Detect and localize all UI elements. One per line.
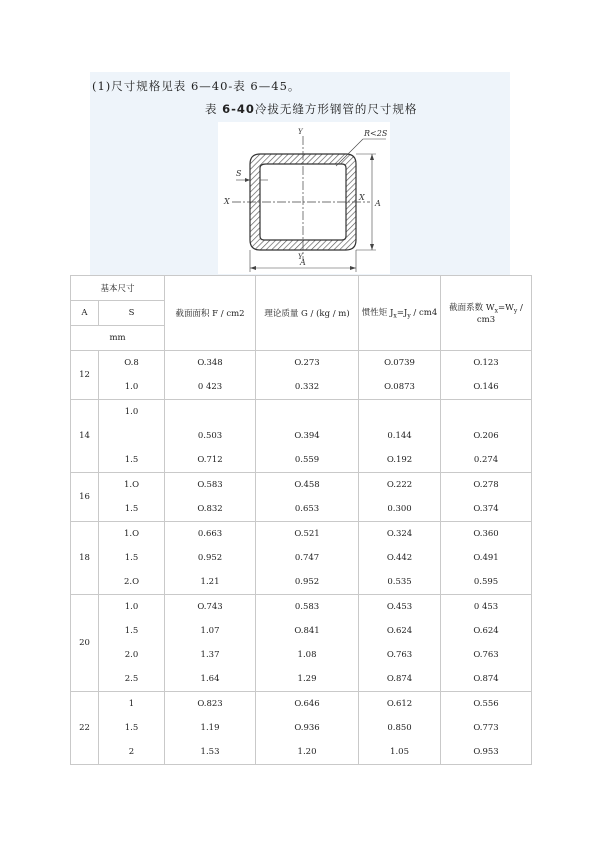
modulus-value: O.874 [473,674,499,684]
thickness-value: 1.5 [124,504,139,514]
intro-text: (1)尺寸规格见表 6—40-表 6—45。 [92,79,301,93]
inertia-value [359,400,440,424]
inertia-cell [359,595,441,692]
thickness-value: O.8 [124,358,139,368]
modulus-text: 截面系数 W [449,303,495,314]
thickness-cell [99,400,165,473]
mass-value: O.936 [294,723,320,733]
area-value [165,400,255,424]
modulus-value: O.123 [473,358,499,368]
size-a-cell: 18 [71,522,99,595]
inertia-cell [359,351,441,400]
modulus-cell [441,351,532,400]
size-a-cell: 20 [71,595,99,692]
area-value: O.712 [197,455,223,465]
s-label: S [236,169,242,178]
modulus-value: O.360 [473,529,499,539]
modulus-cell [441,595,532,692]
inertia-value: O.442 [386,553,413,563]
inertia-value: O.453 [386,602,413,612]
modulus-mid: =W [498,303,514,314]
thickness-value: 1.O [123,529,140,539]
modulus-cell [441,692,532,765]
mass-value: 0.653 [294,504,320,514]
inertia-value: O.324 [386,529,413,539]
area-value: 0.503 [197,431,223,441]
mass-value: 0.583 [294,602,320,612]
mass-cell [256,351,359,400]
x-label-right: X [359,193,365,202]
mass-value: 1.20 [297,747,317,757]
x-label-left: X [224,197,230,206]
right-arrow-bottom [370,244,374,250]
table-row [71,473,532,522]
mass-value: O.273 [294,358,320,368]
mass-value: 0.332 [294,382,320,392]
modulus-value: O.146 [473,382,499,392]
s-arrow [245,178,250,182]
mass-cell [256,692,359,765]
area-value: O.832 [197,504,223,514]
thickness-value: 2.O [123,577,140,587]
mass-value: O.458 [294,480,320,490]
thickness-value: 1.0 [124,602,139,612]
mass-cell [256,595,359,692]
modulus-value: O.556 [473,699,499,709]
area-cell [165,351,256,400]
modulus-value: O.491 [473,553,499,563]
mass-value: O.841 [294,626,320,636]
modulus-sub-y: y [513,307,518,315]
area-cell [165,473,256,522]
mass-value: O.646 [294,699,320,709]
modulus-cell [441,473,532,522]
inertia-value: 0.300 [387,504,412,514]
mass-value: 0.747 [294,553,320,563]
modulus-cell [441,522,532,595]
unit-header: mm [71,326,165,351]
square-tube-diagram [218,122,390,274]
modulus-value: 0 453 [473,602,499,612]
bottom-arrow-right [350,266,356,270]
modulus-value: 0.595 [473,577,499,587]
inertia-value: O.624 [386,626,413,636]
mass-value: 0.559 [294,455,320,465]
area-cell [165,595,256,692]
area-header: 截面面积 F / cm2 [165,276,256,351]
dimension-table [70,275,532,765]
thickness-value: 1.0 [124,407,139,417]
col-s-header: S [99,301,165,326]
inertia-text: 惯性矩 J [361,308,394,319]
area-value: 1.07 [200,626,220,636]
modulus-value: O.374 [473,504,499,514]
table-row [71,595,532,692]
thickness-value: 1.5 [124,626,139,636]
thickness-value: 2.5 [124,674,139,684]
inertia-unit: / cm4 [410,308,438,319]
modulus-value: 0.274 [473,455,499,465]
inertia-sub-x: x [393,312,397,320]
caption-number: 6-40 [222,102,255,116]
caption-prefix: 表 [205,102,223,116]
inertia-value: 1.05 [390,747,409,757]
inertia-value: O.0739 [384,358,415,368]
modulus-value: O.953 [473,747,499,757]
size-a-cell: 14 [71,400,99,473]
thickness-value: 1.5 [124,455,139,465]
radius-label: R<2S [364,129,388,138]
area-value: 0 423 [197,382,223,392]
mass-value: O.394 [294,431,320,441]
bottom-arrow-left [250,266,256,270]
modulus-value [441,400,531,424]
thickness-value: 1.0 [124,382,139,392]
area-value: 1.37 [200,650,220,660]
thickness-value: 1 [128,699,135,709]
modulus-value: O.278 [473,480,499,490]
table-row [71,351,532,400]
thickness-value: 2.0 [124,650,139,660]
area-value: 0.952 [197,553,223,563]
area-value: 1.64 [200,674,220,684]
inertia-cell [359,522,441,595]
inertia-value: O.192 [386,455,413,465]
inertia-value: O.222 [386,480,413,490]
right-arrow-top [370,154,374,160]
inertia-value: O.763 [386,650,413,660]
mass-value: 1.08 [297,650,317,660]
thickness-cell [99,473,165,522]
modulus-value: O.206 [473,431,499,441]
area-cell [165,692,256,765]
header-row-basic [71,276,532,301]
size-a-cell: 22 [71,692,99,765]
modulus-header [441,276,532,351]
table-row [71,522,532,595]
caption-title: 冷拔无缝方形钢管的尺寸规格 [254,102,418,116]
thickness-cell [99,692,165,765]
mass-header: 理论质量 G / (kg / m) [256,276,359,351]
area-value: 1.21 [200,577,220,587]
mass-cell [256,400,359,473]
mass-value [256,400,358,424]
table-caption [205,101,417,117]
inertia-value: 0.850 [387,723,412,733]
y-label-bottom: Y [298,253,303,261]
modulus-unit: / cm3 [476,303,523,325]
modulus-value: O.773 [473,723,499,733]
modulus-cell [441,400,532,473]
mass-cell [256,473,359,522]
y-label-top: Y [298,128,303,136]
thickness-cell [99,595,165,692]
area-value: 1.53 [200,747,220,757]
area-value: O.823 [197,699,223,709]
inertia-cell [359,400,441,473]
modulus-value: O.763 [473,650,499,660]
a-label-bottom: A [300,258,306,267]
table-row [71,400,532,473]
inertia-value: 0.144 [387,431,412,441]
area-value: 0.663 [197,529,223,539]
area-cell [165,400,256,473]
inertia-value: O.874 [386,674,413,684]
a-label-right: A [375,199,381,208]
thickness-cell [99,522,165,595]
mass-value: 1.29 [297,674,317,684]
table-row [71,692,532,765]
modulus-value: O.624 [473,626,499,636]
area-value: O.583 [197,480,223,490]
inertia-value: O.0873 [384,382,415,392]
mass-cell [256,522,359,595]
area-value: O.743 [197,602,223,612]
thickness-value [99,424,164,448]
inertia-cell [359,692,441,765]
mass-value: 0.952 [294,577,320,587]
modulus-sub-x: x [494,307,499,315]
inertia-header [359,276,441,351]
area-value: O.348 [197,358,223,368]
area-value: 1.19 [200,723,220,733]
col-a-header: A [71,301,99,326]
inertia-sub-y: y [407,312,411,320]
inertia-mid: =J [396,308,408,319]
inertia-cell [359,473,441,522]
thickness-value: 1.5 [124,723,139,733]
inertia-value: 0.535 [387,577,412,587]
size-a-cell: 16 [71,473,99,522]
thickness-value: 1.O [123,480,140,490]
thickness-value: 2 [128,747,135,757]
thickness-value: 1.5 [124,553,139,563]
mass-value: O.521 [294,529,320,539]
thickness-cell [99,351,165,400]
area-cell [165,522,256,595]
inertia-value: O.612 [386,699,413,709]
size-a-cell: 12 [71,351,99,400]
basic-size-header: 基本尺寸 [71,276,165,301]
